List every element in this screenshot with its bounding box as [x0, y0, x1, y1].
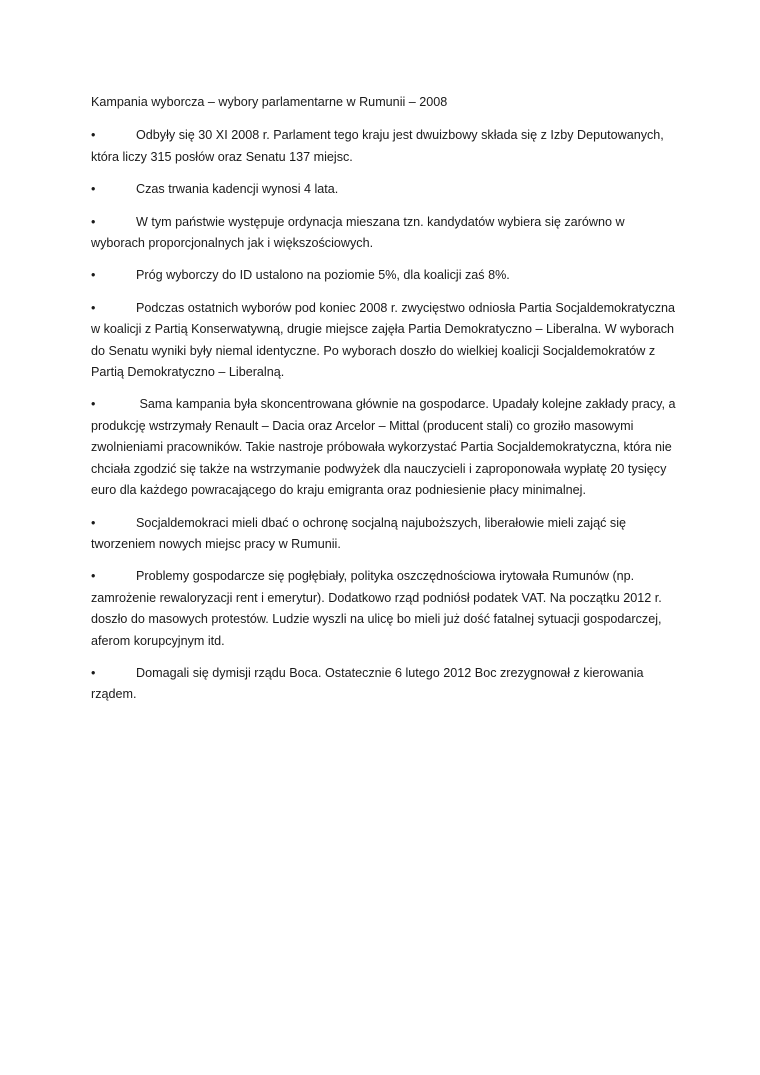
bullet-icon: • — [91, 515, 96, 530]
bullet-icon: • — [91, 300, 96, 315]
list-item — [91, 298, 676, 384]
bullet-text: Domagali się dymisji rządu Boca. Ostatecznie 6 lutego 2012 Boc zrezygnował z kierowania rządem. — [91, 665, 644, 702]
bullet-text: Sama kampania była skoncentrowana głównie na gospodarce. Upadały kolejne zakłady pracy, a produkcję wstrzymały Renault – Dacia oraz Arcelor – Mittal (producent stali) co groziło masowymi zwolnieniami pracowników. Takie nastroje próbowała wykorzystać Partia Socjaldemokratyczna, która nie chciała zgodzić się także na wstrzymanie podwyżek dla nauczycieli i zaproponowała wypłatę 20 tysięcy euro dla każdego powracającego do kraju emigranta oraz podniesienie płacy minimalnej. — [91, 397, 676, 498]
bullet-icon: • — [91, 268, 96, 283]
bullet-text: W tym państwie występuje ordynacja mieszana tzn. kandydatów wybiera się zarówno w wyborach proporcjonalnych jak i większościowych. — [91, 214, 625, 251]
list-item — [91, 212, 676, 255]
document-page — [91, 92, 676, 717]
bullet-text: Odbyły się 30 XI 2008 r. Parlament tego kraju jest dwuizbowy składa się z Izby Deputowanych, która liczy 315 posłów oraz Senatu 137 miejsc. — [91, 128, 664, 164]
bullet-text: Podczas ostatnich wyborów pod koniec 2008 r. zwycięstwo odniosła Partia Socjaldemokratyczna w koalicji z Partią Konserwatywną, drugie miejsce zajęła Partia Demokratyczno – Liberalna. W wyborach do Senatu wyniki były niemal identyczne. Po wyborach doszło do wielkiej koalicji Socjaldemokratów z Partią Demokratyczno – Liberalną. — [91, 300, 676, 380]
list-item — [91, 663, 676, 706]
bullet-text: Czas trwania kadencji wynosi 4 lata. — [136, 182, 339, 197]
list-item — [91, 394, 676, 501]
document-title: Kampania wyborcza – wybory parlamentarne w Rumunii – 2008 — [91, 95, 448, 109]
list-item — [91, 513, 676, 556]
list-item — [91, 125, 676, 168]
list-item — [91, 566, 676, 652]
bullet-icon: • — [91, 569, 96, 584]
list-item — [91, 265, 676, 286]
list-item — [91, 179, 676, 200]
bullet-text: Problemy gospodarcze się pogłębiały, polityka oszczędnościowa irytowała Rumunów (np. zamrożenie rewaloryzacji rent i emerytur). Dodatkowo rząd podniósł podatek VAT. Na początku 2012 r. doszło do masowych protestów. Ludzie wyszli na ulicę bo mieli już dość fatalnej sytuacji gospodarczej, aferom korupcyjnym itd. — [91, 569, 662, 648]
bullet-icon: • — [91, 128, 96, 143]
bullet-list — [91, 125, 676, 705]
bullet-text: Próg wyborczy do ID ustalono na poziomie 5%, dla koalicji zaś 8%. — [136, 268, 510, 283]
bullet-icon: • — [91, 665, 96, 680]
bullet-text: Socjaldemokraci mieli dbać o ochronę socjalną najuboższych, liberałowie mieli zająć się tworzeniem nowych miejsc pracy w Rumunii. — [91, 515, 626, 551]
bullet-icon: • — [91, 397, 96, 412]
bullet-icon: • — [91, 182, 96, 197]
bullet-icon: • — [91, 214, 96, 229]
